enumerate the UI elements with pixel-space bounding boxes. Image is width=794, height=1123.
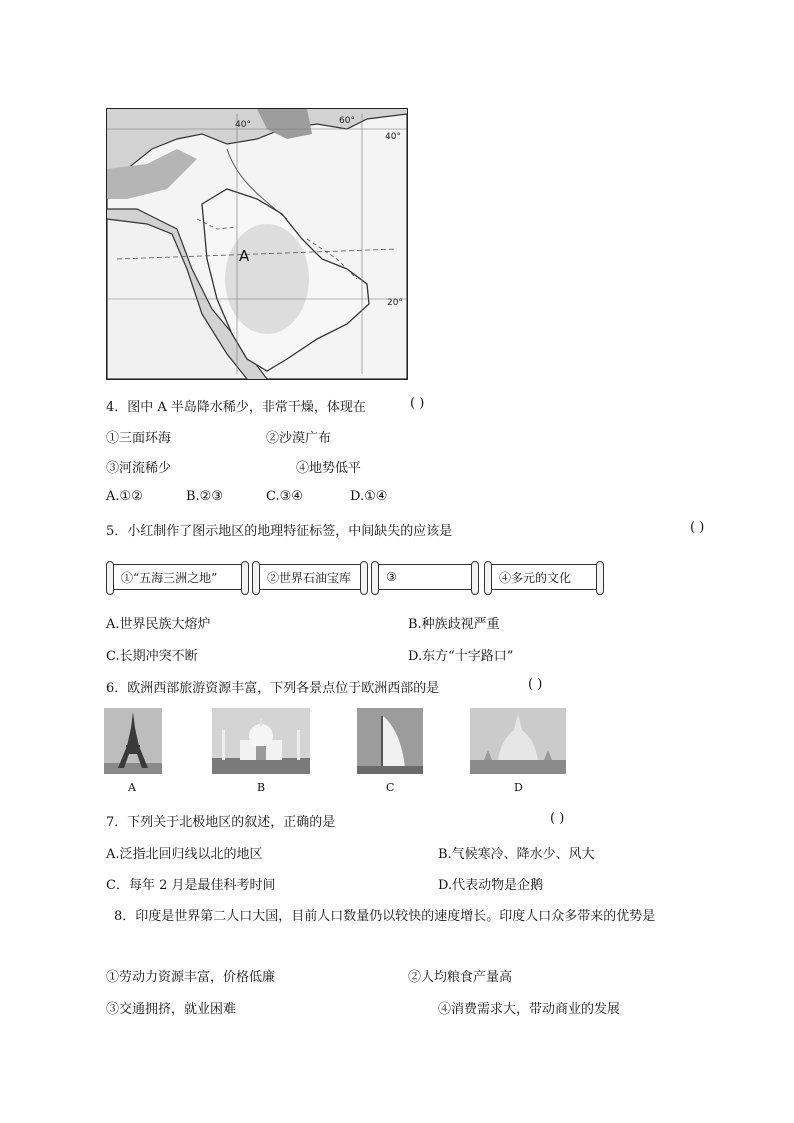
photo-taj-mahal: [212, 708, 310, 774]
q6-stem: 6．欧洲西部旅游资源丰富，下列各景点位于欧洲西部的是: [106, 681, 440, 696]
q7-stem: 7．下列关于北极地区的叙述，正确的是: [106, 815, 336, 830]
photo-shwedagon-pagoda: [470, 708, 566, 774]
q7-choice-d: D.代表动物是企鹅: [438, 878, 544, 893]
q6-caption-c: C: [386, 781, 395, 794]
q5-choice-d: D.东方“十字路口”: [408, 649, 514, 664]
photo-eiffel-tower: [104, 708, 162, 774]
q5-tag-4-text: ④多元的文化: [499, 570, 572, 585]
map-label-lat-20: 20°: [387, 298, 403, 308]
q4-choice-b: B.②③: [186, 489, 223, 504]
q7-blank: ( ): [550, 811, 565, 826]
q5-choice-a: A.世界民族大熔炉: [106, 617, 211, 632]
q7-choice-b: B.气候寒冷、降水少、风大: [438, 847, 595, 862]
q6-caption-a: A: [128, 781, 136, 794]
q8-option-2: ②人均粮食产量高: [408, 970, 513, 985]
q4-stem: 4．图中 A 半岛降水稀少，非常干燥，体现在: [106, 400, 366, 415]
map-label-a: A: [239, 247, 250, 265]
q4-option-4: ④地势低平: [296, 461, 362, 476]
q5-tag-3-text: ③: [386, 570, 397, 584]
map-label-lon-60: 60°: [339, 116, 355, 126]
q6-caption-d: D: [514, 781, 523, 794]
eiffel-tower-icon: [104, 708, 162, 774]
map-drawing: [107, 109, 407, 379]
q8-option-3: ③交通拥挤，就业困难: [106, 1002, 237, 1017]
q5-choice-b: B.种族歧视严重: [408, 617, 500, 632]
q5-choice-c: C.长期冲突不断: [106, 649, 198, 664]
q5-blank: ( ): [690, 520, 705, 535]
q5-tag-4: [488, 564, 600, 590]
q6-blank: ( ): [528, 677, 543, 692]
q5-tag-1-text: ①“五海三洲之地”: [121, 570, 218, 585]
q4-choice-c: C.③④: [266, 489, 303, 504]
q7-choice-c: C．每年 2 月是最佳科考时间: [106, 878, 276, 893]
q4-choice-a: A.①②: [106, 489, 143, 504]
taj-mahal-icon: [212, 708, 310, 774]
map-label-lat-40: 40°: [385, 132, 401, 142]
q5-tag-2: [256, 564, 364, 590]
q4-option-3: ③河流稀少: [106, 461, 172, 476]
q8-option-4: ④消费需求大，带动商业的发展: [438, 1002, 621, 1017]
photo-burj-al-arab: [357, 708, 423, 774]
q5-tag-1: [110, 564, 245, 590]
burj-al-arab-icon: [357, 708, 423, 774]
q5-stem: 5．小红制作了图示地区的地理特征标签，中间缺失的应该是: [106, 524, 453, 539]
q8-option-1: ①劳动力资源丰富，价格低廉: [106, 970, 276, 985]
q4-option-2: ②沙漠广布: [266, 431, 332, 446]
q4-option-1: ①三面环海: [106, 431, 172, 446]
q5-tag-2-text: ②世界石油宝库: [267, 570, 352, 585]
q6-caption-b: B: [257, 781, 266, 794]
q7-choice-a: A.泛指北回归线以北的地区: [106, 847, 263, 862]
q5-tag-3: [375, 564, 475, 590]
arabian-peninsula-map: [106, 108, 408, 380]
pagoda-icon: [470, 708, 566, 774]
map-label-lon-40: 40°: [235, 120, 251, 130]
q4-choice-d: D.①④: [350, 489, 388, 504]
q8-stem: 8．印度是世界第二人口大国，目前人口数量仍以较快的速度增长。印度人口众多带来的优势是: [114, 909, 656, 924]
q4-blank: ( ): [410, 396, 425, 411]
